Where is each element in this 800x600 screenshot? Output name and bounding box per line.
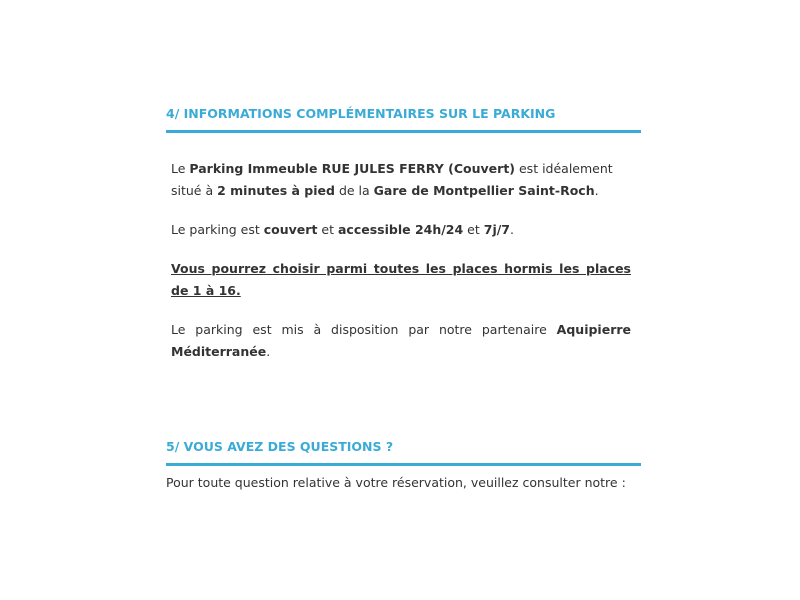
questions-section [166,439,641,492]
access-text-2: et [317,222,338,237]
location-text-4: . [594,183,599,198]
access-text-1: Le parking est [171,222,264,237]
partner-paragraph [171,319,631,363]
location-text-2: est idéalement situé à [171,161,613,198]
location-text-3: de la [334,183,374,198]
station-name: Gare de Montpellier Saint-Roch [373,183,595,198]
partner-name: Aquipierre Méditerranée [171,322,631,359]
questions-title: 5/ VOUS AVEZ DES QUESTIONS ? [166,439,641,466]
location-text-1: Le [171,161,190,176]
spots-paragraph: Vous pourrez choisir parmi toutes les places hormis les places de 1 à 16. [171,261,631,298]
parking-info-content [166,133,641,363]
location-paragraph [171,158,631,202]
access-paragraph [171,219,631,241]
questions-text: Pour toute question relative à votre réservation, veuillez consulter notre : [166,475,626,490]
days-label: 7j/7 [483,222,510,237]
hours-label: accessible 24h/24 [337,222,464,237]
parking-name: Parking Immeuble RUE JULES FERRY (Couvert) [189,161,516,176]
walking-time: 2 minutes à pied [217,183,335,198]
partner-text-1: Le parking est mis à disposition par notre partenaire [171,322,557,337]
partner-text-2: . [266,344,271,359]
access-text-3: et [463,222,484,237]
parking-info-title: 4/ INFORMATIONS COMPLÉMENTAIRES SUR LE PARKING [166,106,641,133]
covered-label: couvert [263,222,318,237]
parking-info-section [166,106,641,380]
access-text-4: . [510,222,514,237]
